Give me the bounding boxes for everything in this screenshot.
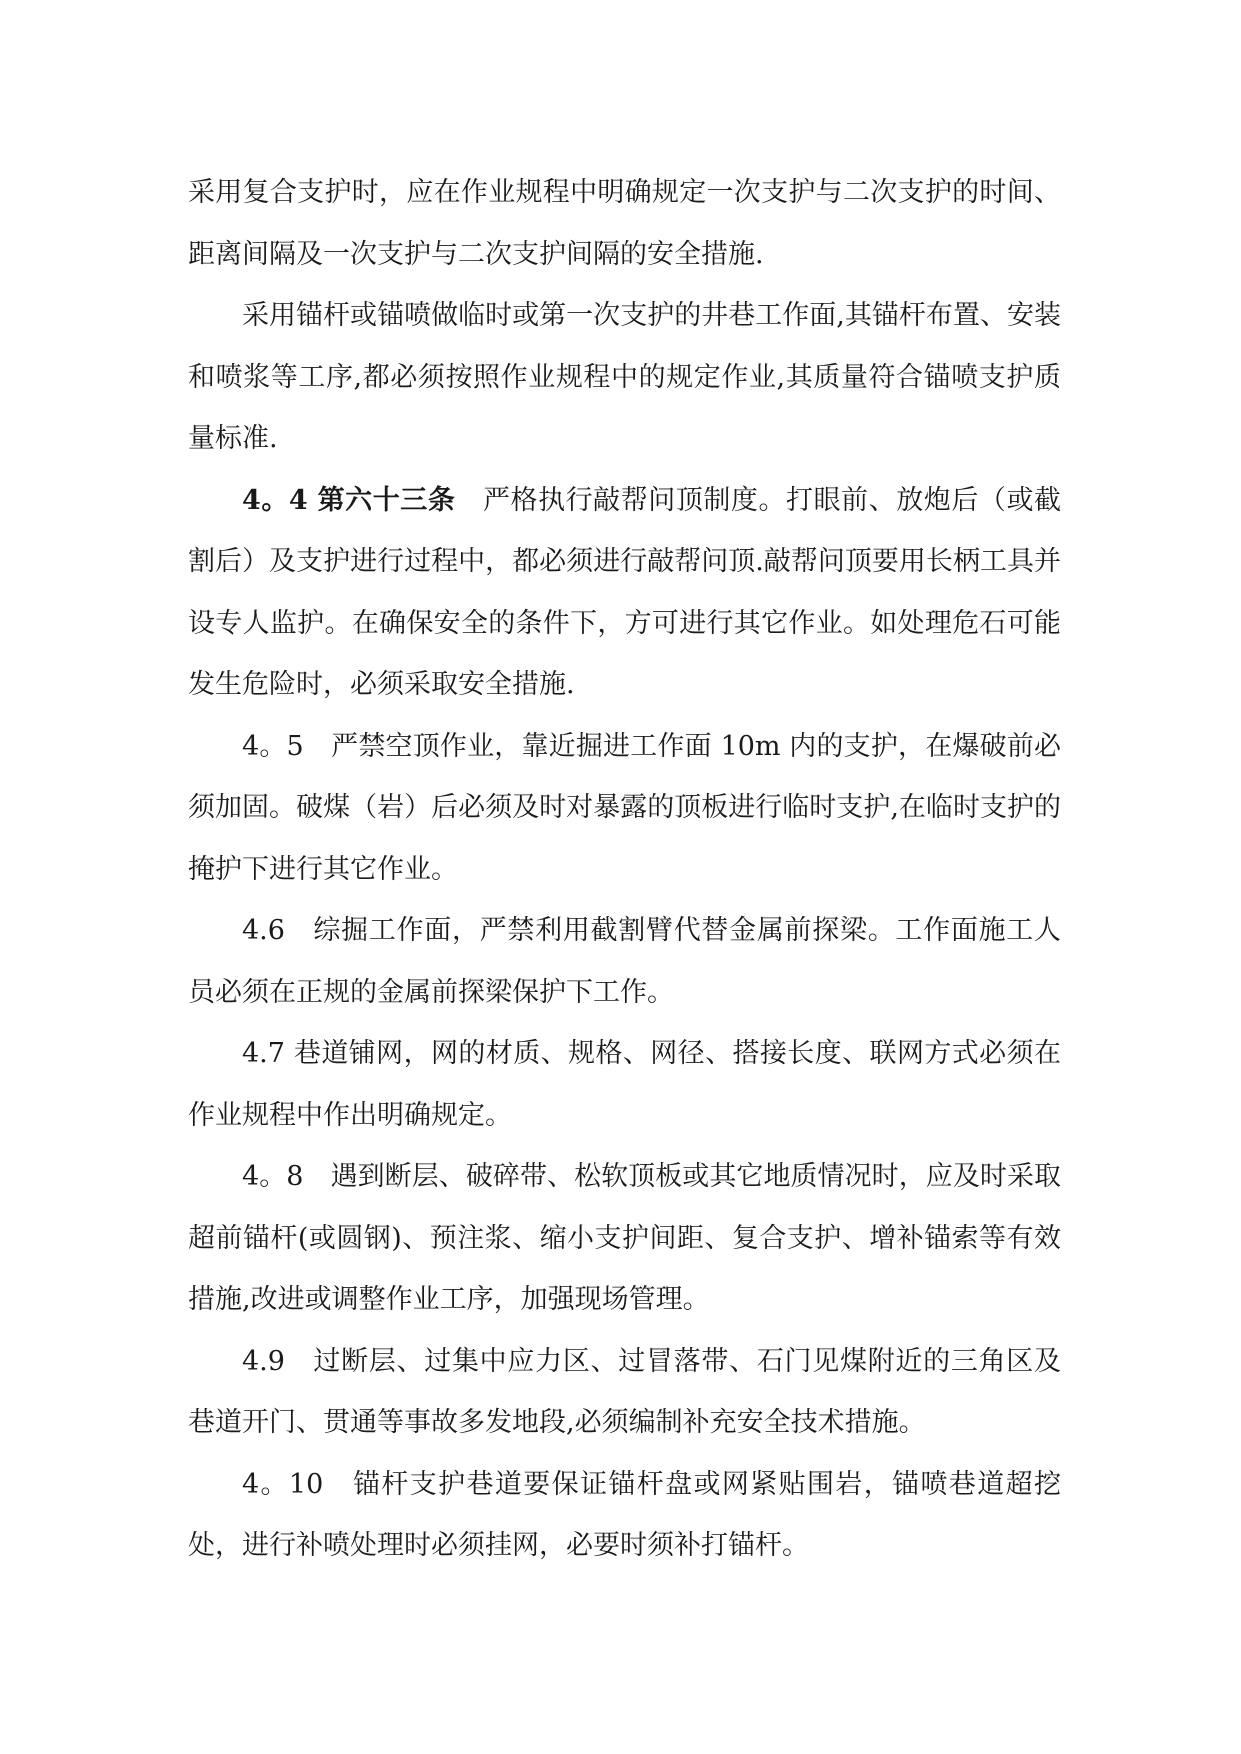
clause-text: 遇到断层、破碎带、松软顶板或其它地质情况时，应及时采取超前锚杆(或圆钢)、预注浆、缩小支护间距、复合支护、增补锚索等有效措施,改进或调整作业工序，加强现场管理。 — [188, 1161, 1061, 1315]
clause-4-4 — [188, 470, 1061, 716]
clause-number: 4。10 — [242, 1468, 324, 1500]
clause-number: 4。5 — [242, 730, 304, 762]
clause-number: 4.7 — [242, 1038, 285, 1069]
clause-number: 4.9 — [242, 1345, 285, 1377]
clause-number: 4。4 第六十三条 — [242, 484, 456, 516]
clause-text: 严格执行敲帮问顶制度。打眼前、放炮后（或截割后）及支护进行过程中，都必须进行敲帮问顶.敲帮问顶要用长柄工具并设专人监护。在确保安全的条件下，方可进行其它作业。如处理危石可能发生危险时，必须采取安全措施. — [188, 484, 1062, 700]
clause-text: 过断层、过集中应力区、过冒落带、石门见煤附近的三角区及巷道开门、贯通等事故多发地段,必须编制补充安全技术措施。 — [188, 1345, 1061, 1438]
clause-4-10 — [188, 1454, 1061, 1577]
clause-4-5 — [188, 716, 1061, 901]
paragraph-text: 采用复合支护时，应在作业规程中明确规定一次支护与二次支护的时间、距离间隔及一次支护与二次支护间隔的安全措施. — [188, 177, 1061, 270]
clause-text: 巷道铺网，网的材质、规格、网径、搭接长度、联网方式必须在作业规程中作出明确规定。 — [188, 1038, 1061, 1131]
clause-text: 综掘工作面，严禁利用截割臂代替金属前探梁。工作面施工人员必须在正规的金属前探梁保护下工作。 — [188, 915, 1061, 1008]
clause-4-9 — [188, 1331, 1061, 1454]
paragraph-continuation — [188, 162, 1061, 285]
paragraph-bolting-temporary-support — [188, 285, 1061, 470]
clause-number: 4。8 — [242, 1161, 304, 1192]
clause-text: 锚杆支护巷道要保证锚杆盘或网紧贴围岩，锚喷巷道超挖处，进行补喷处理时必须挂网，必要时须补打锚杆。 — [188, 1468, 1062, 1561]
clause-4-8 — [188, 1146, 1061, 1331]
clause-4-7 — [188, 1023, 1061, 1146]
clause-number: 4.6 — [242, 915, 285, 946]
paragraph-text: 采用锚杆或锚喷做临时或第一次支护的井巷工作面,其锚杆布置、安装和喷浆等工序,都必须按照作业规程中的规定作业,其质量符合锚喷支护质量标准. — [188, 300, 1061, 454]
clause-text: 严禁空顶作业，靠近掘进工作面 10m 内的支护，在爆破前必须加固。破煤（岩）后必须及时对暴露的顶板进行临时支护,在临时支护的掩护下进行其它作业。 — [188, 730, 1062, 885]
clause-4-6 — [188, 900, 1061, 1023]
